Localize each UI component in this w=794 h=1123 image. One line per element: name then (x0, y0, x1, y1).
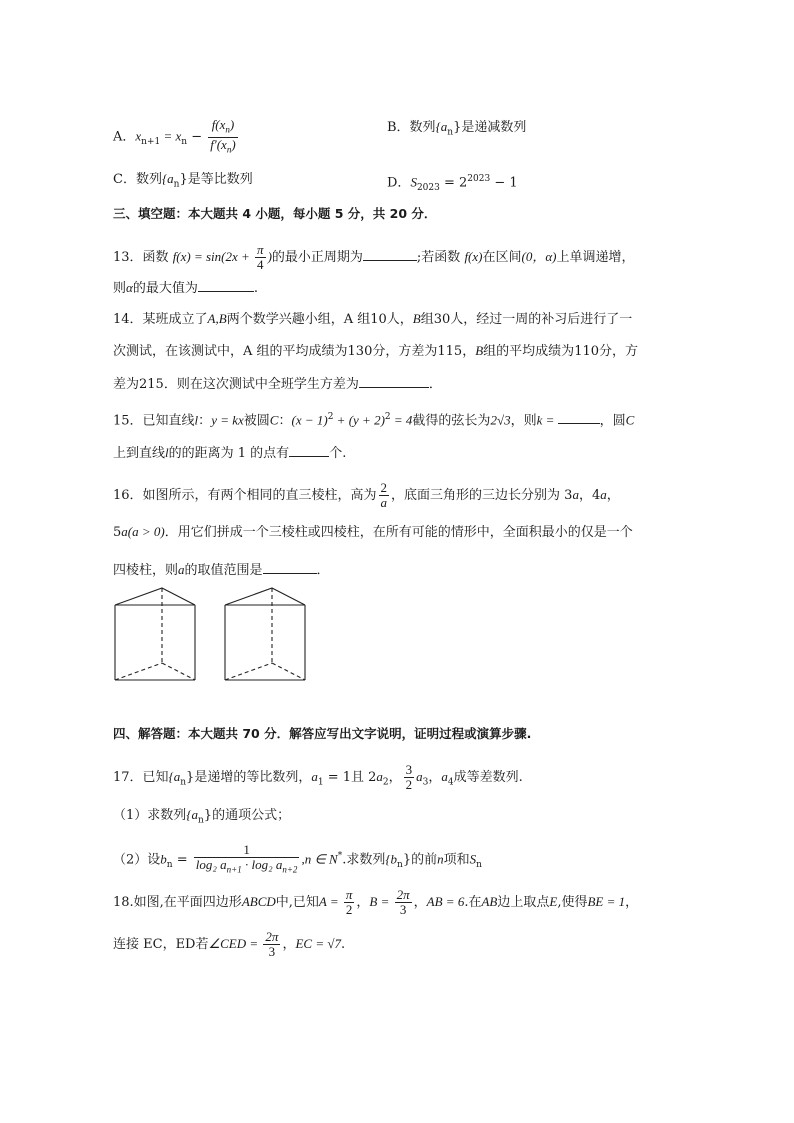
option-a: A．$x_{n+1} = x_n$ − $\frac{f(x_n)}{f'(x_n)}$ (113, 117, 236, 155)
q18-line-2: 连接 EC，ED若∠CED = $\frac{2\pi}{3}$ ，EC = √7. (113, 929, 346, 959)
q14-line-1: 14．某班成立了A,B两个数学兴趣小组，A 组10人，B组30人，经过一周的补习后进行了一 (113, 311, 633, 327)
q16-line-2: 5a(a > 0)．用它们拼成一个三棱柱或四棱柱，在所有可能的情形中，全面积最小的仅是一个 (113, 524, 633, 540)
q17-three-halves: $\frac{3}{2}$ (405, 762, 413, 792)
q15-line-1: 15．已知直线l：y = kx被圆C：$(x - 1)^2 + (y + 2)^2 = 4$截得的弦长为2√3，则k = ，圆C (113, 412, 635, 429)
prism-left (115, 588, 195, 680)
option-a-fraction: $\frac{f(x_n)}{f'(x_n)}$ (210, 117, 236, 155)
q17-part-2: （2）设$b_n$ = $\frac{1}{\log_2 a_{n+1} \cdot \log_2 a_{n+2}}$ ,n ∈ N*.求数列$\{b_n\}$的前n项和$S_n$ (113, 842, 482, 875)
section-3-heading: 三、填空题：本大题共 4 小题，每小题 5 分，共 20 分． (113, 206, 437, 221)
q18-angle-a-fraction: $\frac{\pi}{2}$ (345, 887, 353, 917)
prism-right (225, 588, 305, 680)
q13-line-1: 13．函数 f(x) = sin(2x + $\frac{\pi}{4}$ )的最小正周期为 ;若函数 f(x)在区间(0，α)上单调递增， (113, 242, 635, 272)
q15-line-2: 上到直线l的的距离为 1 的点有 个. (113, 445, 347, 461)
option-d: D．$S_{2023} = 2^{2023} - 1$ (387, 174, 518, 193)
q18-line-1: 18.如图,在平面四边形ABCD中,已知A = $\frac{\pi}{2}$ ，B = $\frac{2\pi}{3}$ ，AB = 6.在AB边上取点E,使得BE = 1， (113, 887, 639, 917)
q17-line-1: 17．已知$\{a_n\}$是递增的等比数列，$a_1 = 1$且 $2a_2$， $\frac{3}{2}$ $a_3$，$a_4$成等差数列. (113, 762, 523, 792)
answer-blank[interactable] (558, 410, 600, 424)
answer-blank[interactable] (263, 560, 317, 574)
answer-blank[interactable] (363, 247, 417, 261)
q16-height-fraction: $\frac{2}{a}$ (380, 480, 388, 510)
q14-line-2: 次测试，在该测试中，A 组的平均成绩为130分，方差为115，B组的平均成绩为110分，方 (113, 343, 639, 359)
q18-angle-ced-fraction: $\frac{2\pi}{3}$ (265, 929, 279, 959)
prism-figure (110, 585, 320, 685)
option-c: C．数列$\{a_n\}$是等比数列 (113, 171, 253, 190)
answer-blank[interactable] (198, 278, 254, 292)
answer-blank[interactable] (289, 443, 329, 457)
q13-line-2: 则α的最大值为 . (113, 280, 258, 296)
q17-bn-fraction: $\frac{1}{\log_2 a_{n+1} \cdot \log_2 a_{n+2}}$ (195, 842, 298, 875)
q17-part-1: （1）求数列$\{a_n\}$的通项公式； (113, 807, 291, 826)
option-b: B．数列$\{a_n\}$是递减数列 (387, 119, 527, 138)
q18-angle-b-fraction: $\frac{2\pi}{3}$ (396, 887, 410, 917)
section-4-heading: 四、解答题：本大题共 70 分．解答应写出文字说明，证明过程或演算步骤. (113, 726, 532, 741)
answer-blank[interactable] (359, 374, 429, 388)
q13-pi-over-4: $\frac{\pi}{4}$ (257, 242, 264, 272)
q14-line-3: 差为215．则在这次测试中全班学生方差为 ． (113, 374, 442, 394)
q16-line-3: 四棱柱，则a的取值范围是 ． (113, 562, 330, 578)
q16-line-1: 16．如图所示，有两个相同的直三棱柱，高为 $\frac{2}{a}$ ，底面三角形的三边长分别为 3a，4a， (113, 480, 620, 510)
